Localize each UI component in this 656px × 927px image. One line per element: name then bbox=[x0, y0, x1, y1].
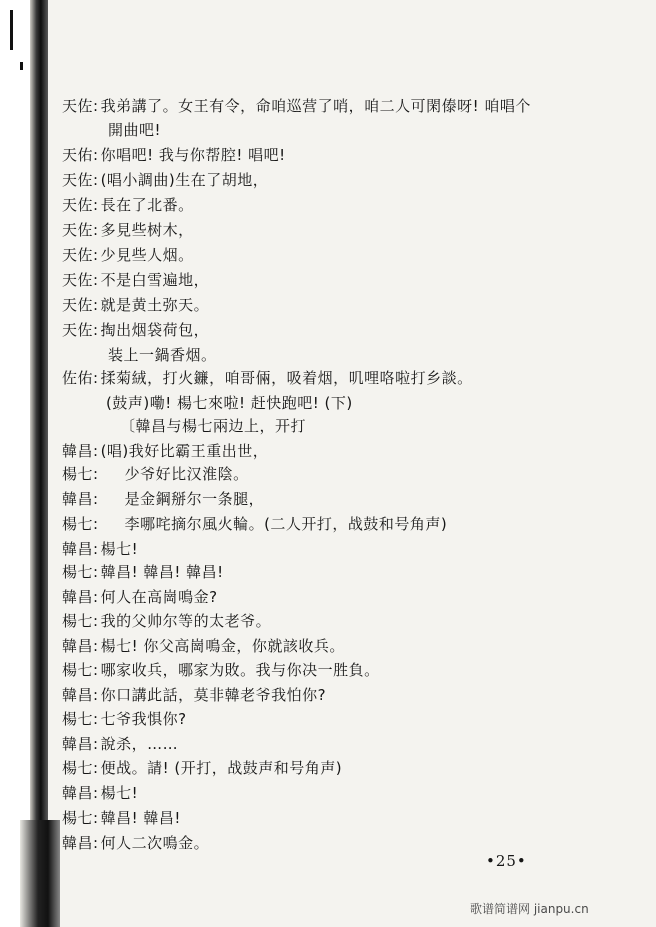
dialogue-text: 少爷好比汉淮陰。 bbox=[124, 465, 249, 483]
dialogue-text: 楊七! bbox=[100, 784, 139, 802]
speaker-name: 天佐: bbox=[62, 296, 99, 314]
speaker-name: 天佐: bbox=[62, 196, 99, 214]
dialogue-text: 七爷我惧你? bbox=[100, 710, 187, 728]
speaker-name: 楊七: bbox=[62, 710, 99, 728]
dialogue-line bbox=[62, 194, 194, 216]
binding-margin bbox=[0, 0, 30, 927]
dialogue-line bbox=[62, 488, 264, 510]
dialogue-text: 揉菊絨，打火鐮，咱哥倆，吸着烟，叽哩咯啦打乡談。 bbox=[100, 369, 473, 387]
dialogue-line bbox=[62, 610, 271, 632]
dialogue-text: 長在了北番。 bbox=[100, 196, 194, 214]
dialogue-line bbox=[120, 415, 306, 437]
speaker-name: 韓昌: bbox=[62, 442, 99, 460]
stage-direction: 装上一鍋香烟。 bbox=[108, 346, 217, 364]
speaker-name: 楊七: bbox=[62, 661, 99, 679]
dialogue-text: 說杀，…… bbox=[100, 735, 179, 753]
dialogue-line bbox=[62, 440, 268, 462]
dialogue-line bbox=[62, 807, 181, 829]
speaker-name: 天佐: bbox=[62, 97, 99, 115]
speaker-name: 楊七: bbox=[62, 759, 99, 777]
dialogue-text: 何人在高崗鳴金? bbox=[100, 588, 218, 606]
speaker-name: 楊七: bbox=[62, 465, 99, 483]
dialogue-text: 便战。請! (开打，战鼓声和号角声) bbox=[100, 759, 343, 777]
dialogue-line bbox=[62, 144, 286, 166]
dialogue-line bbox=[62, 294, 209, 316]
dialogue-line bbox=[62, 561, 224, 583]
dialogue-line bbox=[62, 269, 209, 291]
speaker-name: 韓昌: bbox=[62, 588, 99, 606]
speaker-name: 楊七: bbox=[62, 809, 99, 827]
dialogue-line bbox=[62, 684, 326, 706]
dialogue-line bbox=[62, 832, 209, 854]
dialogue-line bbox=[62, 635, 345, 657]
dialogue-line bbox=[62, 586, 218, 608]
speaker-name: 韓昌: bbox=[62, 784, 99, 802]
dialogue-line bbox=[62, 463, 249, 485]
binding-spine bbox=[30, 0, 48, 927]
dialogue-text: 不是白雪遍地， bbox=[100, 271, 210, 289]
stage-direction: 〔韓昌与楊七兩边上，开打 bbox=[120, 417, 307, 435]
binding-mark bbox=[10, 10, 13, 50]
dialogue-line bbox=[62, 244, 194, 266]
dialogue-text: 我弟講了。女王有令，命咱巡营了哨，咱二人可閑傣呀! 咱唱个 bbox=[100, 97, 531, 115]
speaker-name: 韓昌: bbox=[62, 490, 99, 508]
dialogue-text: 韓昌! 韓昌! 韓昌! bbox=[100, 563, 224, 581]
dialogue-line bbox=[62, 319, 209, 341]
speaker-name: 韓昌: bbox=[62, 834, 99, 852]
stage-direction: (鼓声)嘞! 楊七來啦! 赶快跑吧! (下) bbox=[106, 394, 353, 412]
dialogue-text: 哪家收兵，哪家为敗。我与你决一胜負。 bbox=[100, 661, 380, 679]
dialogue-line bbox=[62, 538, 138, 560]
dialogue-line bbox=[62, 782, 138, 804]
watermark: 歌谱简谱网 jianpu.cn bbox=[470, 902, 589, 916]
dialogue-text: 我的父帅尔等的太老爷。 bbox=[100, 612, 272, 630]
dialogue-line bbox=[106, 392, 353, 414]
dialogue-line bbox=[62, 659, 380, 681]
dialogue-line bbox=[62, 708, 187, 730]
speaker-name: 天佑: bbox=[62, 146, 99, 164]
speaker-name: 佐佑: bbox=[62, 369, 99, 387]
speaker-name: 楊七: bbox=[62, 612, 99, 630]
dialogue-line bbox=[62, 95, 531, 117]
dialogue-text: (唱小調曲)生在了胡地， bbox=[100, 171, 269, 189]
dialogue-line bbox=[108, 119, 161, 141]
stage-direction: 開曲吧! bbox=[108, 121, 162, 139]
speaker-name: 天佐: bbox=[62, 246, 99, 264]
speaker-name: 天佐: bbox=[62, 221, 99, 239]
speaker-name: 天佐: bbox=[62, 271, 99, 289]
speaker-name: 韓昌: bbox=[62, 540, 99, 558]
speaker-name: 韓昌: bbox=[62, 686, 99, 704]
dialogue-text: (唱)我好比霸王重出世， bbox=[100, 442, 269, 460]
binding-mark bbox=[20, 62, 23, 70]
dialogue-line bbox=[62, 169, 268, 191]
dialogue-text: 何人二次鳴金。 bbox=[100, 834, 210, 852]
speaker-name: 韓昌: bbox=[62, 735, 99, 753]
dialogue-line bbox=[62, 513, 447, 535]
dialogue-text: 你口講此話，莫非韓老爷我怕你? bbox=[100, 686, 327, 704]
dialogue-text: 少見些人烟。 bbox=[100, 246, 194, 264]
dialogue-text: 李哪咤摘尔風火輪。(二人开打，战鼓和号角声) bbox=[124, 515, 448, 533]
dialogue-line bbox=[62, 733, 178, 755]
dialogue-text: 楊七! 你父高崗鳴金，你就該收兵。 bbox=[100, 637, 345, 655]
dialogue-text: 楊七! bbox=[100, 540, 139, 558]
dialogue-line bbox=[108, 344, 217, 366]
speaker-name: 韓昌: bbox=[62, 637, 99, 655]
page-number: •25• bbox=[486, 852, 527, 870]
speaker-name: 楊七: bbox=[62, 515, 99, 533]
speaker-name: 楊七: bbox=[62, 563, 99, 581]
dialogue-text: 是金鋼掰尔一条腿， bbox=[124, 490, 265, 508]
dialogue-line bbox=[62, 219, 194, 241]
speaker-name: 天佐: bbox=[62, 321, 99, 339]
dialogue-text: 你唱吧! 我与你帮腔! 唱吧! bbox=[100, 146, 286, 164]
dialogue-text: 就是黄土弥天。 bbox=[100, 296, 210, 314]
dialogue-text: 多見些树木， bbox=[100, 221, 194, 239]
dialogue-line bbox=[62, 757, 342, 779]
dialogue-line bbox=[62, 367, 473, 389]
binding-spine-shadow bbox=[20, 820, 60, 927]
speaker-name: 天佐: bbox=[62, 171, 99, 189]
dialogue-text: 掏出烟袋荷包， bbox=[100, 321, 210, 339]
dialogue-text: 韓昌! 韓昌! bbox=[100, 809, 181, 827]
